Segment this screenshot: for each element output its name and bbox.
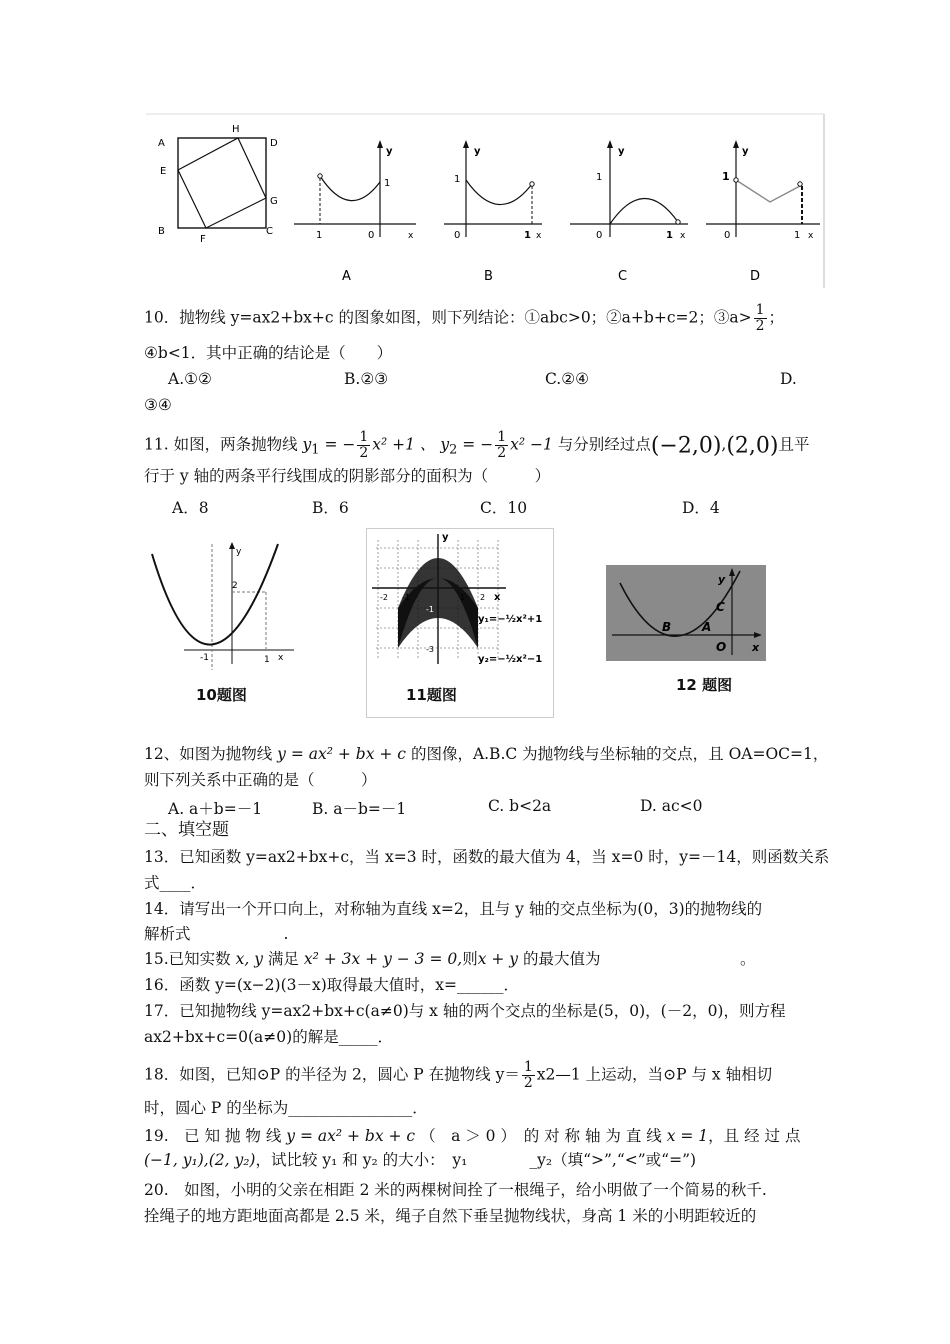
svg-text:1: 1 (316, 230, 323, 241)
q19-line2: (−1, y₁),(2, y₂)，试比较 y₁ 和 y₂ 的大小： y₁ _y₂（填“>”,“<”或“=”) (144, 1151, 697, 1169)
q10-option-d-cont: ③④ (144, 396, 172, 414)
svg-text:x: x (680, 231, 686, 241)
figure-10 (144, 540, 304, 672)
svg-text:1: 1 (794, 230, 801, 241)
q11-line2: 行于 y 轴的两条平行线围成的阴影部分的面积为（ ） (144, 467, 551, 485)
label-E: E (160, 166, 167, 177)
square-figure (158, 124, 278, 245)
svg-text:y₁=−½x²+1: y₁=−½x²+1 (478, 614, 543, 625)
svg-text:y: y (618, 146, 625, 157)
label-B: B (158, 226, 165, 237)
figure-12 (606, 565, 766, 661)
svg-text:y: y (718, 573, 726, 586)
q12-option-c[interactable]: C. b<2a (488, 797, 552, 815)
q11-option-d[interactable]: D．4 (682, 499, 720, 517)
figure-11-caption: 11题图 (406, 686, 457, 704)
svg-text:y: y (236, 547, 242, 557)
svg-text:-2: -2 (380, 593, 388, 602)
q10-line2: ④b<1．其中正确的结论是（ ） (144, 344, 393, 362)
caption-b: B (484, 269, 493, 284)
caption-c: C (618, 269, 628, 284)
svg-text:x: x (752, 641, 760, 654)
q11-option-b[interactable]: B．6 (312, 499, 349, 517)
q20-line2: 拴绳子的地方距地面高都是 2.5 米，绳子自然下垂呈抛物线状，身高 1 米的小明距较近的 (144, 1207, 757, 1225)
label-A: A (158, 138, 165, 149)
q13-line1: 13．已知函数 y=ax2+bx+c，当 x=3 时，函数的最大值为 4，当 x=0 时，y=－14，则函数关系 (144, 848, 830, 866)
q12-option-a[interactable]: A. a＋b=－1 (168, 800, 263, 818)
svg-text:2: 2 (232, 581, 238, 591)
svg-text:y: y (442, 532, 449, 543)
q17-line1: 17．已知抛物线 y=ax2+bx+c(a≠0)与 x 轴的两个交点的坐标是(5，0)，(－2，0)，则方程 (144, 1002, 786, 1020)
q10-option-b[interactable]: B.②③ (344, 370, 389, 388)
svg-text:0: 0 (724, 230, 731, 241)
svg-text:1: 1 (666, 230, 673, 241)
q13-line2: 式____． (144, 874, 207, 892)
q20-line1: 20. 如图，小明的父亲在相距 2 米的两棵树间拴了一根绳子，给小明做了一个简易的秋千. (144, 1181, 767, 1199)
svg-text:x: x (536, 231, 542, 241)
label-G: G (270, 196, 278, 207)
graph-b (444, 140, 542, 241)
label-F: F (200, 234, 206, 245)
graph-a (294, 140, 416, 241)
section-heading: 二、填空题 (144, 820, 229, 840)
svg-text:1: 1 (264, 655, 270, 665)
label-C: C (266, 226, 273, 237)
svg-text:1: 1 (722, 170, 730, 183)
top-figure-strip (144, 112, 826, 290)
svg-text:-1: -1 (402, 593, 410, 602)
q10-line1: 10．抛物线 y=ax2+bx+c 的图象如图，则下列结论：①abc>0；②a+b+c=2；③a> $\frac{1}{2}$ ； (144, 302, 785, 334)
svg-text:-1: -1 (200, 653, 209, 663)
svg-text:x: x (494, 592, 501, 603)
q12-line2: 则下列关系中正确的是（ ） (144, 771, 377, 789)
svg-text:x: x (278, 653, 284, 663)
svg-text:y: y (474, 146, 481, 157)
caption-d: D (750, 269, 761, 284)
svg-text:O: O (716, 640, 727, 654)
svg-text:2: 2 (480, 593, 486, 602)
svg-text:y₂=−½x²−1: y₂=−½x²−1 (478, 654, 543, 665)
svg-text:A: A (702, 620, 712, 634)
svg-text:y: y (386, 146, 393, 157)
svg-text:0: 0 (454, 230, 461, 241)
q11-line1: 11. 如图，两条抛物线 $y_1$ = − $\frac{1}{2}$ x² +1 、 $y_2$ = − $\frac{1}{2}$ x² −1 与分别经过点(−2,0),(2,0)且平 (144, 429, 810, 461)
svg-text:1: 1 (384, 178, 391, 189)
label-H: H (232, 124, 240, 135)
label-D: D (270, 138, 278, 149)
svg-text:y: y (742, 146, 749, 157)
svg-text:1: 1 (596, 172, 603, 183)
figure-11 (366, 528, 554, 718)
svg-text:C: C (716, 600, 725, 614)
svg-text:-1: -1 (426, 605, 434, 614)
q11-option-c[interactable]: C．10 (480, 499, 528, 517)
q12-line1: 12、如图为抛物线 y = ax² + bx + c 的图像，A.B.C 为抛物线与坐标轴的交点，且 OA=OC=1， (144, 745, 829, 763)
q18-line1: 18．如图，已知⊙P 的半径为 2，圆心 P 在抛物线 y＝ $\frac{1}{2}$ x2—1 上运动，当⊙P 与 x 轴相切 (144, 1059, 773, 1091)
graph-c (570, 140, 688, 241)
svg-text:1: 1 (524, 230, 531, 241)
q18-line2: 时，圆心 P 的坐标为________________． (144, 1099, 428, 1117)
q10-option-d[interactable]: D. (780, 370, 797, 388)
svg-text:-2: -2 (426, 625, 434, 634)
q17-line2: ax2+bx+c=0(a≠0)的解是_____． (144, 1028, 393, 1046)
svg-text:0: 0 (368, 230, 375, 241)
q10-option-a[interactable]: A.①② (168, 370, 212, 388)
caption-a: A (342, 269, 351, 284)
svg-text:-3: -3 (426, 645, 434, 654)
q12-option-b[interactable]: B. a－b=－1 (312, 800, 407, 818)
q15-line: 15.已知实数 x, y 满足 x² + 3x + y − 3 = 0,则x + y 的最大值为 。 (144, 950, 756, 968)
q16-line: 16．函数 y=(x−2)(3－x)取得最大值时，x=______． (144, 976, 520, 994)
q14-line1: 14．请写出一个开口向上，对称轴为直线 x=2，且与 y 轴的交点坐标为(0，3)的抛物线的 (144, 900, 763, 918)
figure-12-caption: 12 题图 (676, 676, 733, 694)
svg-text:B: B (662, 620, 672, 634)
q12-option-d[interactable]: D. ac<0 (640, 797, 703, 815)
figure-10-caption: 10题图 (196, 686, 247, 704)
svg-text:x: x (408, 231, 414, 241)
q14-line2: 解析式 . (144, 925, 289, 943)
q19-line1: 19. 已 知 抛 物 线 y = ax² + bx + c （ a ＞ 0 ） 的 对 称 轴 为 直 线 x = 1，且 经 过 点 (144, 1127, 801, 1145)
q11-option-a[interactable]: A．8 (172, 499, 209, 517)
svg-text:1: 1 (454, 174, 461, 185)
svg-text:0: 0 (596, 230, 603, 241)
q10-option-c[interactable]: C.②④ (545, 370, 590, 388)
svg-text:1: 1 (460, 593, 466, 602)
svg-text:x: x (808, 231, 814, 241)
graph-d (706, 140, 820, 241)
